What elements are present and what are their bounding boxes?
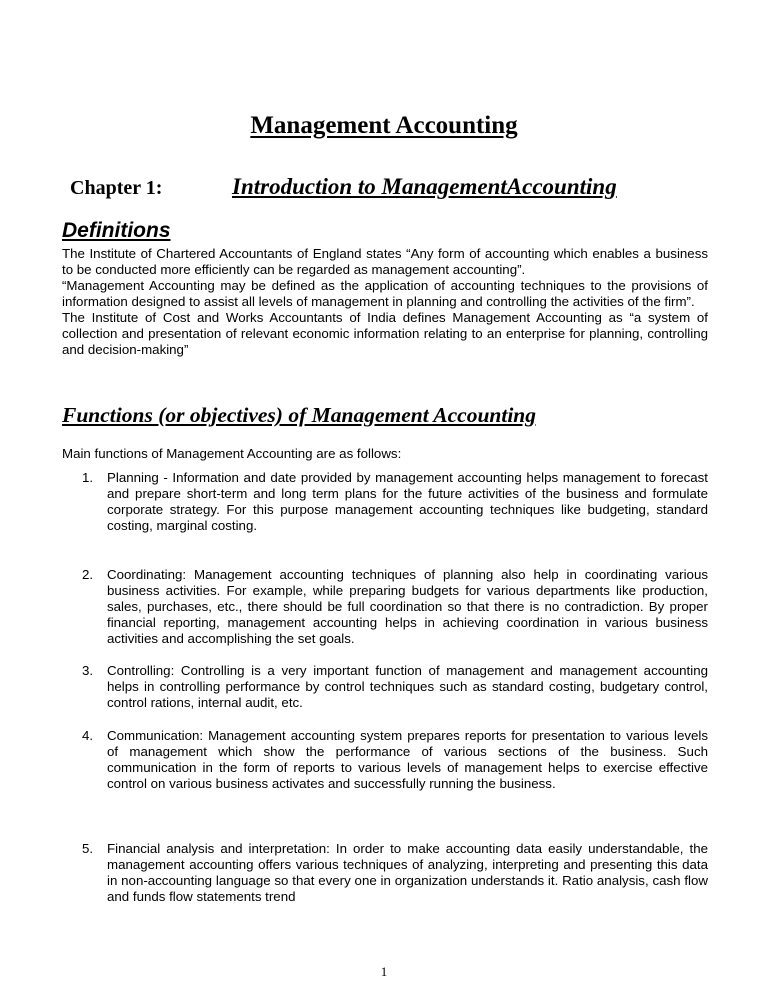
definition-paragraph: The Institute of Cost and Works Accountants of India defines Management Accounting as “a system of collection and presentation of relevant economic information relating to an enterprise for planning, controlling and decision-making” <box>62 310 708 357</box>
page-number: 1 <box>380 964 388 979</box>
list-number: 4. <box>82 728 94 743</box>
list-number: 1. <box>82 470 94 485</box>
definitions-section <box>62 246 708 358</box>
list-item-text: Communication: Management accounting system prepares reports for presentation to various levels of management which show the performance of various sections of the business. Such communication in the form of reports to various levels of management helps to exercise effective control on various business activates and successfully running the business. <box>107 728 708 791</box>
function-item-financial-analysis <box>82 841 708 905</box>
definitions-heading: Definitions <box>62 219 171 242</box>
list-number: 3. <box>82 663 94 678</box>
functions-intro: Main functions of Management Accounting are as follows: <box>62 446 402 461</box>
definition-paragraph: The Institute of Chartered Accountants of England states “Any form of accounting which enables a business to be conducted more efficiently can be regarded as management accounting”. <box>62 246 708 277</box>
definition-paragraph: “Management Accounting may be defined as the application of accounting techniques to the provisions of information designed to assist all levels of management in planning and controlling the activities of the firm”. <box>62 278 708 309</box>
list-item-text: Coordinating: Management accounting techniques of planning also help in coordinating various business activities. For example, while preparing budgets for various departments like production, sales, purchases, etc., there should be full coordination so that there is no contradiction. By proper financial reporting, management accounting helps in achieving coordination in various business activities and accomplishing the set goals. <box>107 567 708 646</box>
chapter-title: Introduction to ManagementAccounting <box>232 174 617 199</box>
function-item-planning <box>82 470 708 534</box>
functions-heading: Functions (or objectives) of Management Accounting <box>62 403 537 427</box>
chapter-label: Chapter 1: <box>70 177 163 199</box>
function-item-coordinating <box>82 567 708 647</box>
document-title: Management Accounting <box>250 112 518 139</box>
list-number: 2. <box>82 567 94 582</box>
function-item-communication <box>82 728 708 792</box>
list-item-text: Controlling: Controlling is a very important function of management and management accounting helps in controlling performance by control techniques such as standard costing, budgetary control, control rations, internal audit, etc. <box>107 663 708 710</box>
list-item-text: Planning - Information and date provided by management accounting helps management to forecast and prepare short-term and long term plans for the future activities of the business and formulate corporate strategy. For this purpose management accounting techniques like budgeting, standard costing, marginal costing. <box>107 470 708 533</box>
function-item-controlling <box>82 663 708 711</box>
list-item-text: Financial analysis and interpretation: In order to make accounting data easily understandable, the management accounting offers various techniques of analyzing, interpreting and presenting this data in non-accounting language so that every one in organization understands it. Ratio analysis, cash flow and funds flow statements trend <box>107 841 708 904</box>
list-number: 5. <box>82 841 94 856</box>
